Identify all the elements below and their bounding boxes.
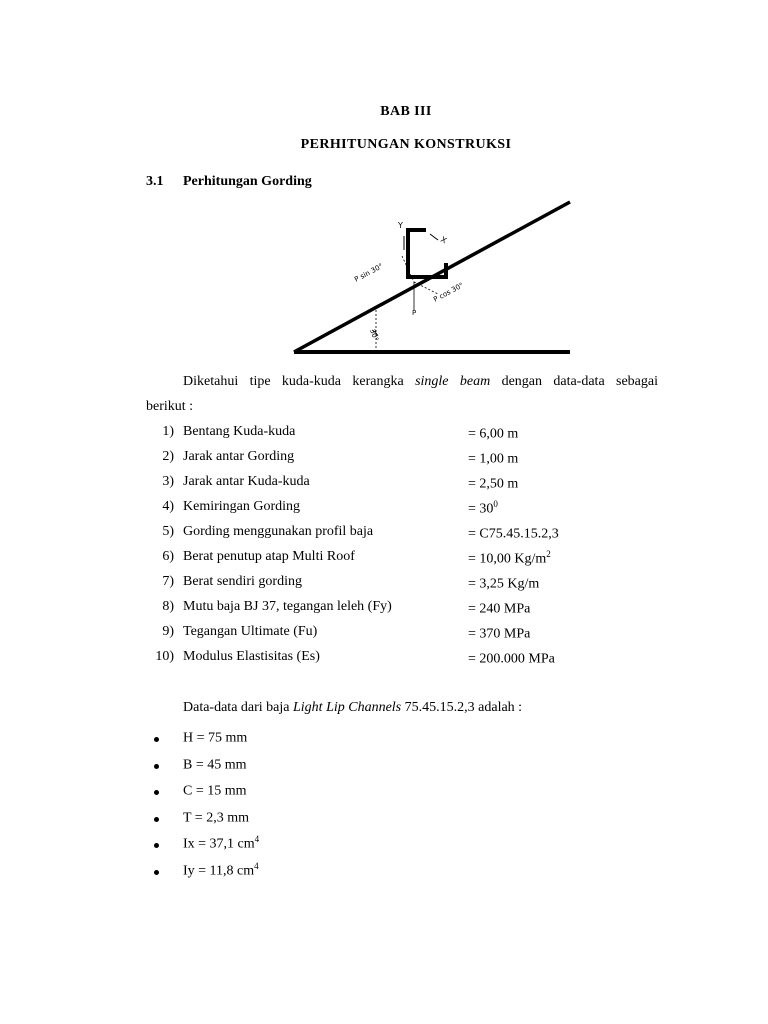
data-list-item (146, 599, 666, 619)
intro-text-end: dengan data-data sebagai (490, 374, 659, 389)
item-value (468, 624, 530, 643)
item-number: 3) (162, 474, 174, 489)
item-value-text: = 3,25 Kg/m (468, 576, 540, 592)
bullet-text-main: H = 75 mm (183, 730, 248, 746)
data-list-item (146, 474, 666, 494)
intro-text: Diketahui tipe kuda-kuda kerangka (183, 374, 416, 389)
item-value-text: = 200.000 MPa (468, 651, 555, 667)
intro-continuation: berikut : (146, 399, 194, 414)
bullet-sup: 4 (254, 834, 260, 844)
item-value (468, 574, 539, 593)
section-number: 3.1 (146, 174, 164, 189)
item-value-sup: 0 (493, 499, 498, 509)
item-label: Kemiringan Gording (183, 499, 301, 514)
label-p: P (412, 309, 417, 317)
bullet-dot (154, 817, 159, 822)
label-angle: 30° (368, 327, 380, 343)
label-p-sin: P sin 30° (353, 262, 385, 284)
item-value (468, 524, 559, 543)
item-value-text: = 30 (468, 501, 494, 517)
label-y: Y (398, 221, 403, 230)
bullet-sup: 4 (254, 860, 259, 871)
profile-intro-paragraph (183, 700, 522, 716)
data-list-item (146, 499, 666, 519)
data-list-item (146, 524, 666, 544)
bullet-text (183, 861, 259, 880)
bullet-dot (154, 790, 159, 795)
intro-paragraph (183, 374, 658, 390)
item-value-text: = C75.45.15.2,3 (468, 526, 559, 542)
item-number: 10) (155, 649, 174, 664)
data-list-item (146, 624, 666, 644)
section-title: Perhitungan Gording (183, 174, 312, 189)
item-value (468, 424, 518, 443)
item-value-text: = 240 MPa (468, 601, 531, 617)
item-label: Bentang Kuda-kuda (183, 424, 296, 439)
item-value-text: = 1,00 m (468, 451, 519, 467)
p-cos-line (414, 282, 438, 294)
bullet-text (183, 781, 247, 800)
chapter-title: PERHITUNGAN KONSTRUKSI (300, 137, 512, 152)
item-number: 9) (162, 624, 174, 639)
item-number: 8) (162, 599, 174, 614)
item-label: Berat sendiri gording (183, 574, 302, 589)
bullet-dot (154, 870, 159, 875)
data-list-item (146, 649, 666, 669)
c-profile-shape (408, 230, 446, 277)
item-value (468, 599, 530, 618)
bullet-dot (154, 737, 159, 742)
bullet-text-main: Iy = 11,8 cm (183, 863, 255, 879)
item-label: Jarak antar Gording (183, 449, 295, 464)
bullet-dot (154, 764, 159, 769)
chapter-heading: BAB III (380, 104, 432, 119)
item-value-text: = 2,50 m (468, 476, 519, 492)
bullet-text-main: B = 45 mm (183, 757, 247, 773)
item-value-text: = 370 MPa (468, 626, 531, 642)
item-value-sup: 2 (546, 549, 551, 559)
item-number: 7) (162, 574, 174, 589)
item-value (468, 549, 551, 568)
item-value-text: = 10,00 Kg/m (468, 551, 547, 567)
item-value (468, 474, 518, 493)
item-label: Mutu baja BJ 37, tegangan leleh (Fy) (183, 599, 392, 614)
item-label: Tegangan Ultimate (Fu) (183, 624, 318, 639)
data-list-item (146, 424, 666, 444)
x-axis-mark (430, 234, 438, 240)
bullet-text (183, 755, 247, 774)
item-value (468, 449, 518, 468)
item-label: Modulus Elastisitas (Es) (183, 649, 320, 664)
item-label: Jarak antar Kuda-kuda (183, 474, 310, 489)
item-number: 6) (162, 549, 174, 564)
profile-intro-text-end: 75.45.15.2,3 adalah : (401, 700, 523, 715)
bullet-text-main: C = 15 mm (183, 783, 247, 799)
bullet-text (183, 834, 259, 853)
data-list-item (146, 549, 666, 569)
bullet-text-main: T = 2,3 mm (183, 810, 249, 826)
intro-italic: single beam (415, 374, 491, 389)
item-label: Berat penutup atap Multi Roof (183, 549, 355, 564)
label-p-cos: P cos 30° (432, 281, 465, 304)
item-number: 2) (162, 449, 174, 464)
item-number: 4) (162, 499, 174, 514)
purlin-diagram (280, 190, 580, 360)
bullet-text (183, 808, 249, 827)
label-x: X (439, 234, 449, 246)
item-value-text: = 6,00 m (468, 426, 519, 442)
bullet-text-main: Ix = 37,1 cm (183, 836, 255, 852)
profile-intro-text: Data-data dari baja (183, 700, 293, 715)
data-list-item (146, 449, 666, 469)
profile-intro-italic: Light Lip Channels (293, 700, 402, 715)
item-number: 5) (162, 524, 174, 539)
item-value (468, 649, 555, 668)
item-value (468, 499, 498, 518)
item-label: Gording menggunakan profil baja (183, 524, 374, 539)
data-list-item (146, 574, 666, 594)
bullet-dot (154, 843, 159, 848)
item-number: 1) (162, 424, 174, 439)
bullet-text (183, 728, 247, 747)
